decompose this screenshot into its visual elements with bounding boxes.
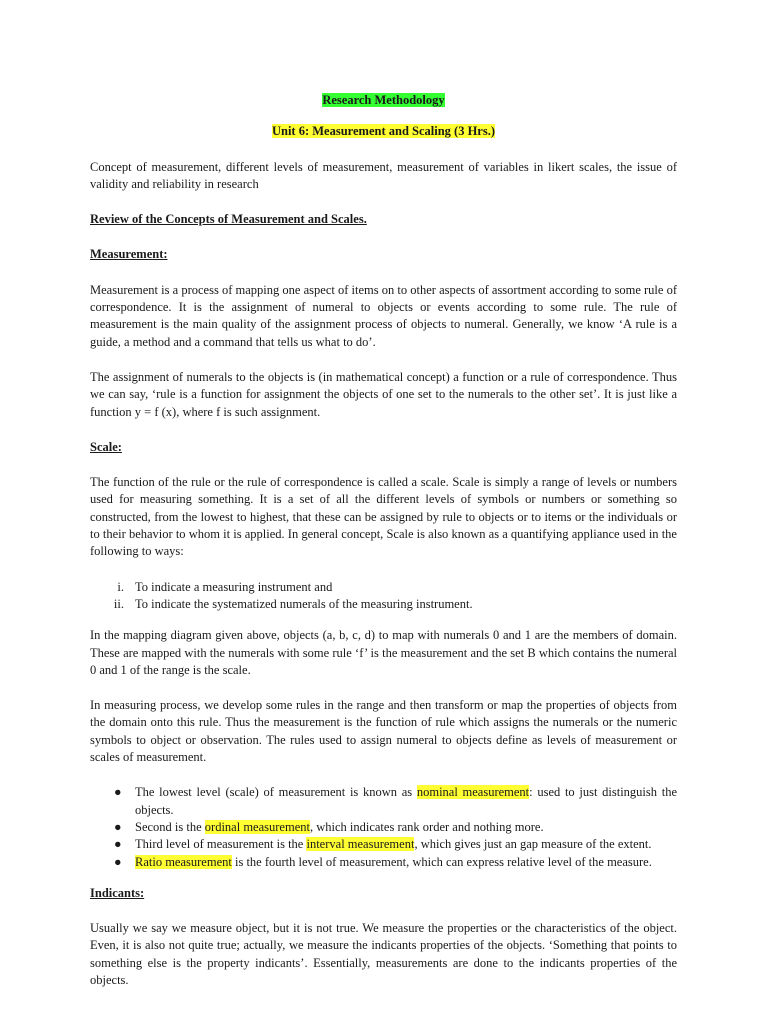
measuring-process-paragraph: In measuring process, we develop some rules in the range and then transform or map the properties of objects from the domain onto this rule. Thus the measurement is the function of rule which assigns the numerals or the numeric symbols to object or observation. The rules used to assign numeral to objects define as levels of measurement or scales of measurement.	[90, 698, 677, 765]
measurement-paragraph-2: The assignment of numerals to the objects is (in mathematical concept) a function or a rule of correspondence. Thus we can say, ‘rule is a function for assignment the objects of one set to the numerals to the other set’. It is just like a function y = f (x), where f is such assignment.	[90, 369, 677, 419]
list-item-text: To indicate the systematized numerals of the measuring instrument.	[135, 596, 473, 611]
indicants-heading: Indicants:	[90, 885, 145, 900]
measurement-heading: Measurement:	[90, 247, 168, 262]
bullet-icon: ●	[114, 819, 122, 834]
bullet-icon: ●	[114, 785, 122, 800]
bullet-icon: ●	[114, 837, 122, 852]
level-text: , which gives just an gap measure of the extent.	[414, 837, 652, 852]
measurement-paragraph-1: Measurement is a process of mapping one aspect of items on to other aspects of assortment according to some rule of correspondence. It is the assignment of numeral to objects or events according to some rule. The rule of measurement is the main quality of the assignment process of objects to numeral. Generally, we know ‘A rule is a guide, a method and a command that tells us what to do’.	[90, 282, 677, 349]
list-item	[90, 854, 677, 871]
level-text: is the fourth level of measurement, which can express relative level of the measure.	[231, 854, 652, 869]
unit-title-line	[90, 123, 677, 140]
scale-paragraph: The function of the rule or the rule of correspondence is called a scale. Scale is simply a range of levels or numbers used for measuring something. It is a set of all the different levels of symbols or numbers or something so constructed, from the lowest to highest, that these can be assigned by rule to objects or to items or the individuals or to their behavior to whom it is applied. In general concept, Scale is also known as a quantifying appliance used in the following to ways:	[90, 475, 677, 559]
level-text: : used to just distinguish the objects.	[135, 785, 677, 817]
intro-paragraph: Concept of measurement, different levels of measurement, measurement of variables in likert scales, the issue of validity and reliability in research	[90, 159, 677, 191]
mapping-paragraph: In the mapping diagram given above, objects (a, b, c, d) to map with numerals 0 and 1 are the members of domain. These are mapped with the numerals with some rule ‘f’ is the measurement and the set B which contains the numeral 0 and 1 of the range is the scale.	[90, 628, 677, 677]
list-item-number: i.	[117, 579, 124, 594]
list-item-number: ii.	[113, 596, 124, 611]
levels-of-measurement-list	[90, 784, 677, 870]
level-text: , which indicates rank order and nothing more.	[309, 819, 544, 834]
scale-heading: Scale:	[90, 439, 122, 454]
document-content	[90, 92, 677, 989]
level-text: The lowest level (scale) of measurement is known as	[135, 785, 417, 800]
review-heading: Review of the Concepts of Measurement and Scales.	[90, 212, 367, 227]
bullet-icon: ●	[114, 854, 122, 869]
scale-uses-list	[90, 579, 677, 614]
list-item	[90, 579, 677, 596]
list-item-text: To indicate a measuring instrument and	[135, 579, 333, 594]
level-text: Second is the	[135, 819, 205, 834]
indicants-paragraph: Usually we say we measure object, but it is not true. We measure the properties or the characteristics of the object. Even, it is also not quite true; actually, we measure the indicants properties of the objects. ‘Something that points to something else is the property indicants’. Essentially, measurements are done to the indicants properties of the objects.	[90, 921, 677, 987]
document-title: Research Methodology	[322, 93, 445, 107]
highlighted-term: ordinal measurement	[204, 819, 310, 834]
highlighted-term: Ratio measurement	[135, 854, 232, 869]
list-item	[90, 596, 677, 613]
level-text: Third level of measurement is the	[135, 837, 307, 852]
list-item	[90, 819, 677, 836]
list-item	[90, 836, 677, 853]
highlighted-term: nominal measurement	[416, 785, 530, 800]
unit-title: Unit 6: Measurement and Scaling (3 Hrs.)	[271, 124, 496, 139]
highlighted-term: interval measurement	[306, 837, 415, 852]
document-title-line	[90, 92, 677, 109]
list-item	[90, 784, 677, 819]
